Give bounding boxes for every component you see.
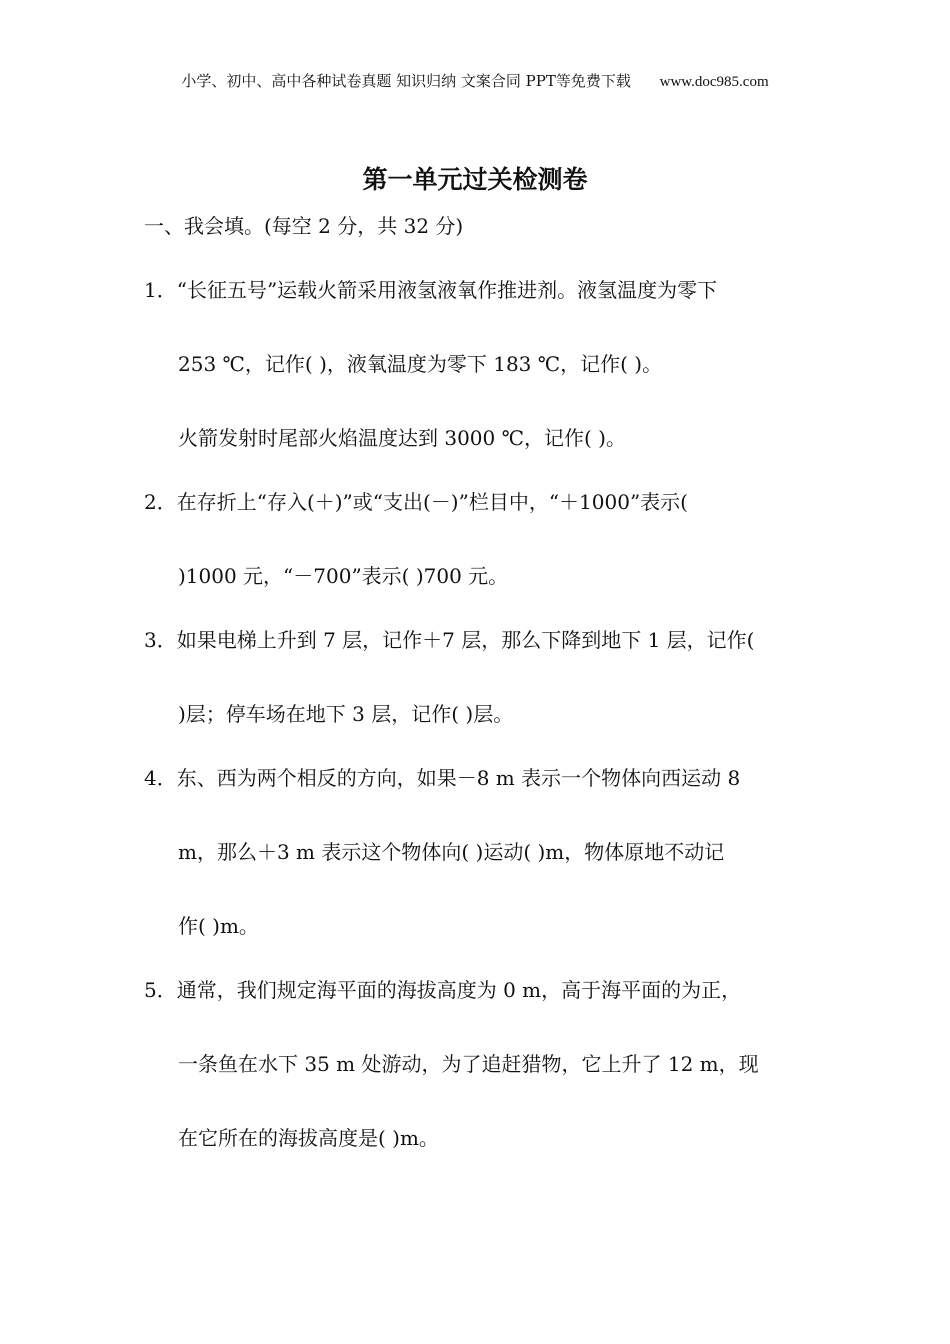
question-line: 3．如果电梯上升到 7 层，记作＋7 层，那么下降到地下 1 层，记作( bbox=[144, 628, 755, 652]
question-line: 4．东、西为两个相反的方向，如果－8 m 表示一个物体向西运动 8 bbox=[144, 766, 741, 790]
question-line: 253 ℃，记作( )，液氧温度为零下 183 ℃，记作( )。 bbox=[178, 352, 663, 376]
question-line: m，那么＋3 m 表示这个物体向( )运动( )m，物体原地不动记 bbox=[178, 840, 725, 864]
question-line: 1．“长征五号”运载火箭采用液氢液氧作推进剂。液氢温度为零下 bbox=[144, 278, 718, 302]
page-title: 第一单元过关检测卷 bbox=[362, 165, 588, 194]
page-header bbox=[0, 70, 950, 91]
question-line: 作( )m。 bbox=[178, 914, 259, 938]
question-line: 火箭发射时尾部火焰温度达到 3000 ℃，记作( )。 bbox=[178, 426, 626, 450]
question-line: 5．通常，我们规定海平面的海拔高度为 0 m，高于海平面的为正， bbox=[144, 978, 742, 1002]
question-line: )1000 元，“－700”表示( )700 元。 bbox=[178, 564, 509, 588]
section-heading: 一、我会填。(每空 2 分，共 32 分) bbox=[144, 214, 464, 238]
question-line: 一条鱼在水下 35 m 处游动，为了追赶猎物，它上升了 12 m，现 bbox=[178, 1052, 759, 1076]
question-line: 2．在存折上“存入(＋)”或“支出(－)”栏目中，“＋1000”表示( bbox=[144, 490, 688, 514]
header-text: 小学、初中、高中各种试卷真题 知识归纳 文案合同 PPT等免费下载 bbox=[181, 72, 631, 90]
question-line: 在它所在的海拔高度是( )m。 bbox=[178, 1126, 439, 1150]
question-line: )层；停车场在地下 3 层，记作( )层。 bbox=[178, 702, 514, 726]
header-site: www.doc985.com bbox=[659, 74, 769, 90]
